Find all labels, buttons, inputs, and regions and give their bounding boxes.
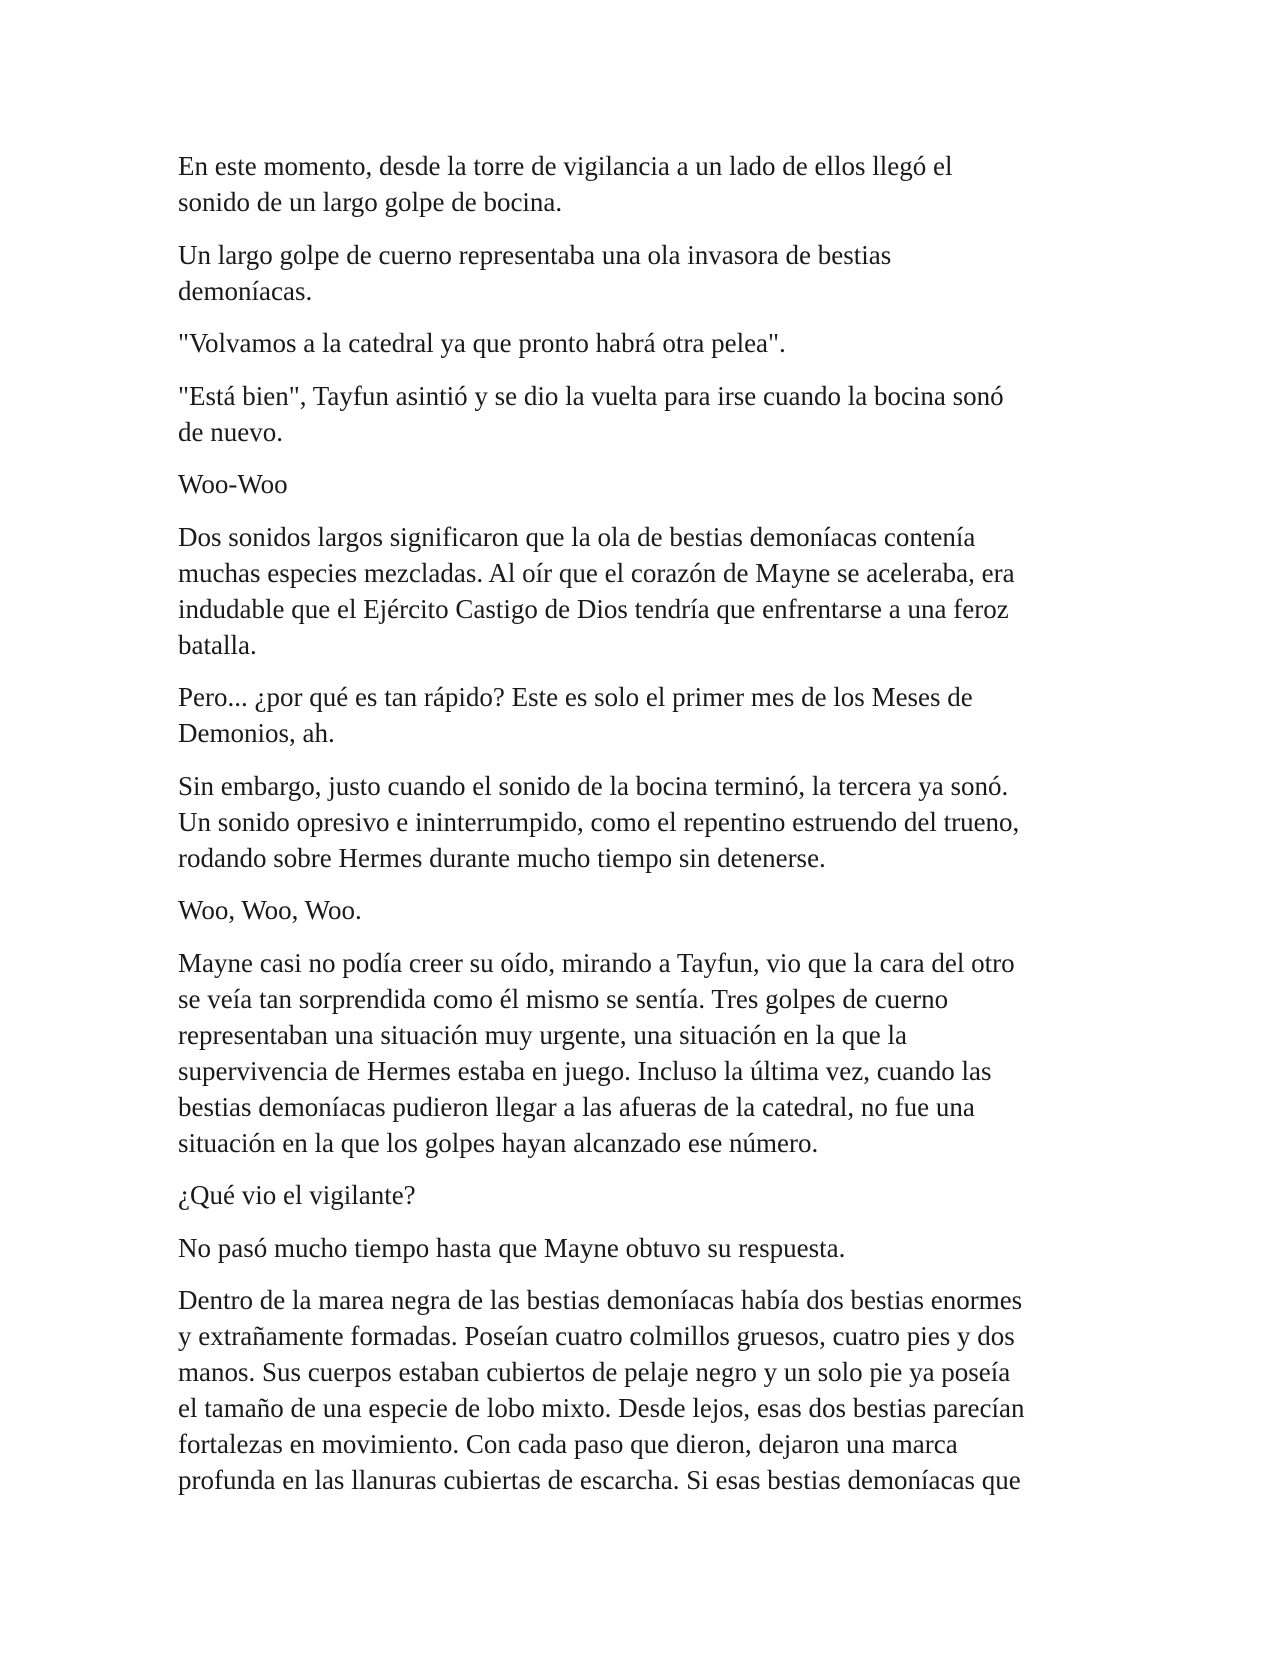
paragraph-8: Sin embargo, justo cuando el sonido de la bocina terminó, la tercera ya sonó. Un sonido opresivo e ininterrumpido, como el repentino estruendo del trueno, rodando sobre Hermes durante mucho tiempo sin detenerse. [178,770,1020,873]
paragraph-11: ¿Qué vio el vigilante? [178,1180,416,1210]
paragraph-5: Woo-Woo [178,469,288,499]
paragraph-13: Dentro de la marea negra de las bestias demoníacas había dos bestias enormes y extrañamente formadas. Poseían cuatro colmillos gruesos, cuatro pies y dos manos. Sus cuerpos estaban cubiertos de pelaje negro y un solo pie ya poseía el tamaño de una especie de lobo mixto. Desde lejos, esas dos bestias parecían fortalezas en movimiento. Con cada paso que dieron, dejaron una marca profunda en las llanuras cubiertas de escarcha. Si esas bestias demoníacas que [178,1285,1025,1495]
paragraph-2: Un largo golpe de cuerno representaba una ola invasora de bestias demoníacas. [178,239,892,306]
paragraph-10: Mayne casi no podía creer su oído, mirando a Tayfun, vio que la cara del otro se veía tan sorprendida como él mismo se sentía. Tres golpes de cuerno representaban una situación muy urgente, una situación en la que la supervivencia de Hermes estaba en juego. Incluso la última vez, cuando las bestias demoníacas pudieron llegar a las afueras de la catedral, no fue una situación en la que los golpes hayan alcanzado ese número. [178,947,1015,1158]
paragraph-1: En este momento, desde la torre de vigilancia a un lado de ellos llegó el sonido de un largo golpe de bocina. [178,151,953,217]
paragraph-4: "Está bien", Tayfun asintió y se dio la vuelta para irse cuando la bocina sonó de nuevo. [178,380,1004,447]
paragraph-7: Pero... ¿por qué es tan rápido? Este es solo el primer mes de los Meses de Demonios, ah. [178,682,973,748]
paragraph-12: No pasó mucho tiempo hasta que Mayne obtuvo su respuesta. [178,1232,846,1263]
paragraph-6: Dos sonidos largos significaron que la ola de bestias demoníacas contenía muchas especies mezcladas. Al oír que el corazón de Mayne se aceleraba, era indudable que el Ejército Castigo de Dios tendría que enfrentarse a una feroz batalla. [178,521,1015,660]
document-page [178,148,1108,1515]
paragraph-3: "Volvamos a la catedral ya que pronto habrá otra pelea". [178,328,786,358]
paragraph-9: Woo, Woo, Woo. [178,895,362,925]
